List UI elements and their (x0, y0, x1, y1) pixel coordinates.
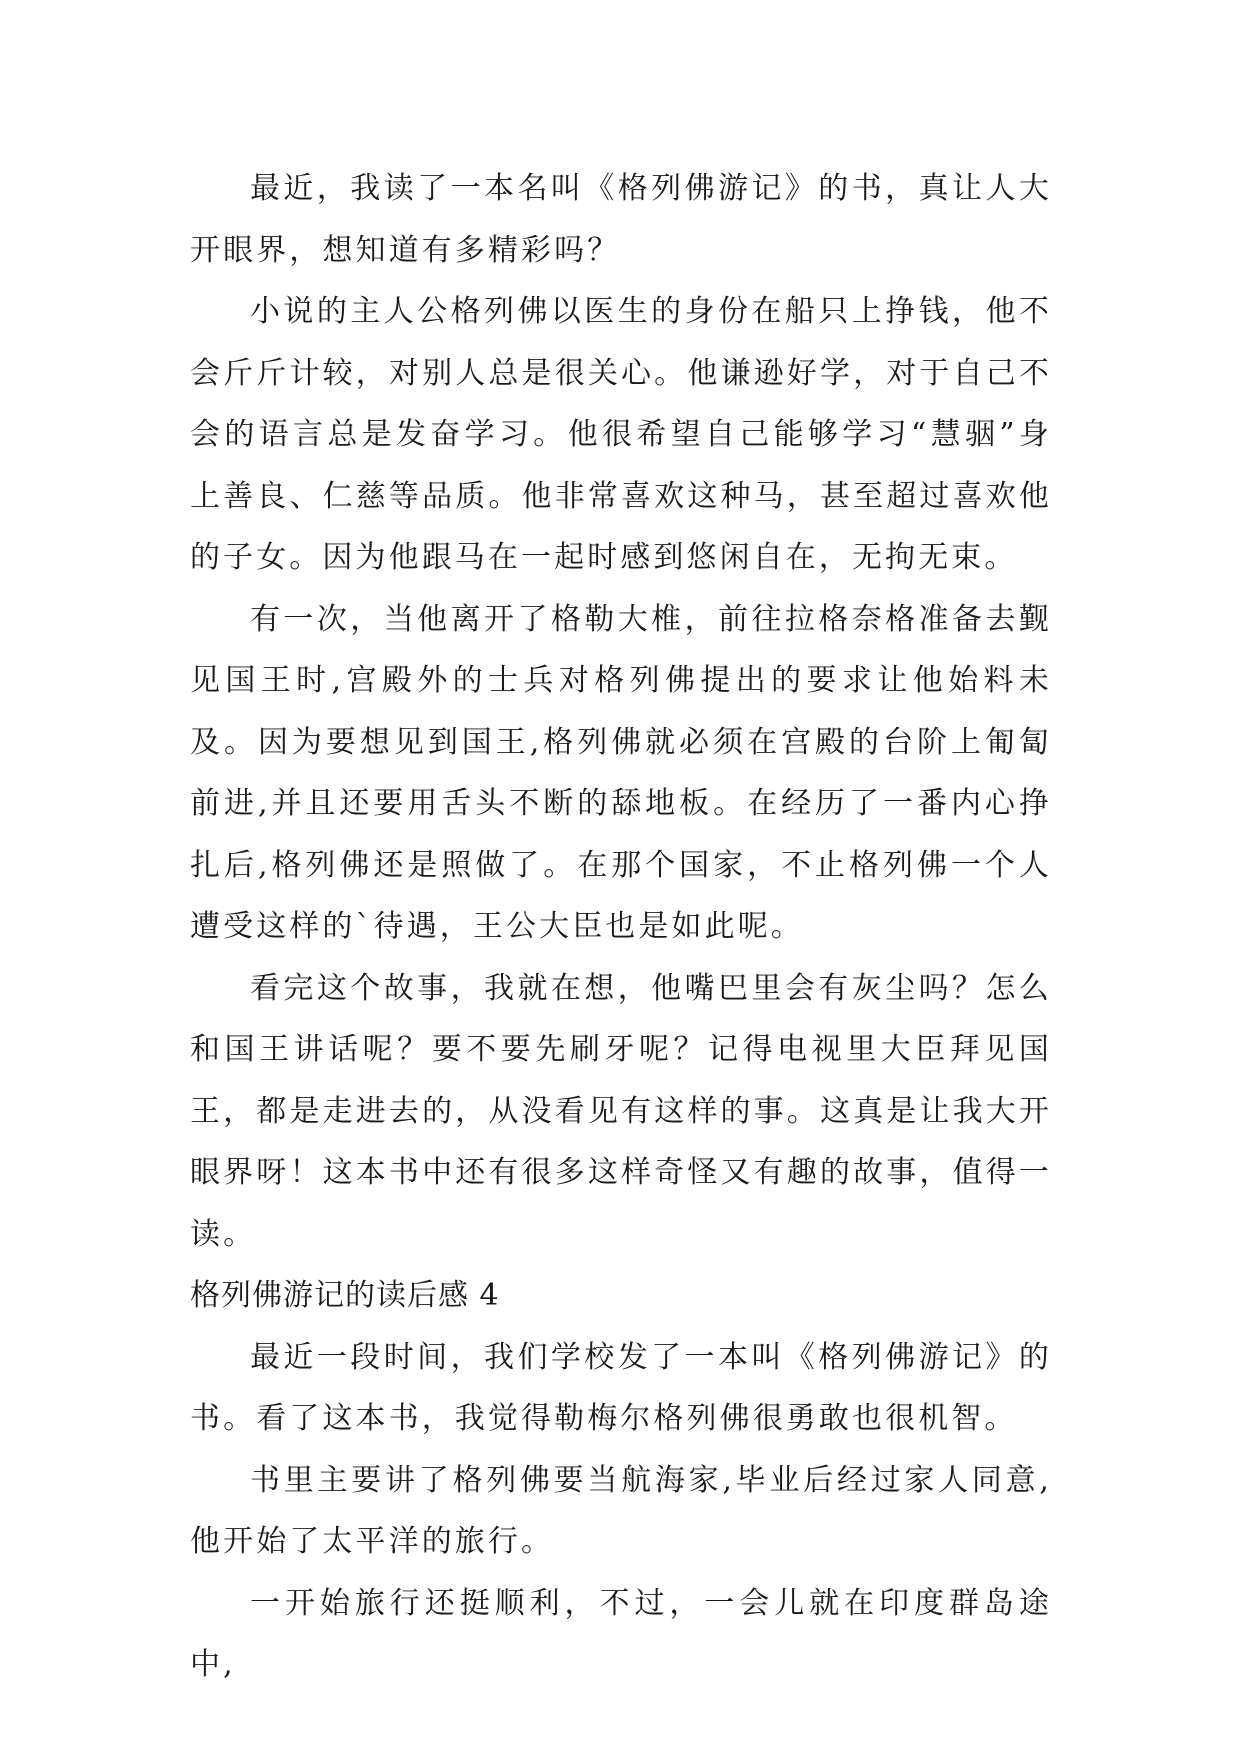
section-heading: 格列佛游记的读后感 4 (190, 1278, 500, 1313)
paragraph: 看完这个故事，我就在想，他嘴巴里会有灰尘吗？怎么和国王讲话呢？要不要先刷牙呢？记得电视里大臣拜见国王，都是走进去的，从没看见有这样的事。这真是让我大开眼界呀！这本书中还有很多这样奇怪又有趣的故事，值得一读。 (190, 970, 1052, 1252)
document-body (190, 158, 1052, 1696)
paragraph: 小说的主人公格列佛以医生的身份在船只上挣钱，他不会斤斤计较，对别人总是很关心。他谦逊好学，对于自己不会的语言总是发奋学习。他很希望自己能够学习“慧骃”身上善良、仁慈等品质。他非常喜欢这种马，甚至超过喜欢他的子女。因为他跟马在一起时感到悠闲自在，无拘无束。 (190, 294, 1052, 575)
paragraph: 书里主要讲了格列佛要当航海家,毕业后经过家人同意,他开始了太平洋的旅行。 (190, 1462, 1052, 1559)
paragraph: 一开始旅行还挺顺利，不过，一会儿就在印度群岛途中, (190, 1585, 1052, 1682)
paragraph: 最近一段时间，我们学校发了一本叫《格列佛游记》的书。看了这本书，我觉得勒梅尔格列佛很勇敢也很机智。 (190, 1339, 1052, 1436)
paragraph: 有一次，当他离开了格勒大椎，前往拉格奈格准备去觐见国王时,宫殿外的士兵对格列佛提出的要求让他始料未及。因为要想见到国王,格列佛就必须在宫殿的台阶上匍匐前进,并且还要用舌头不断的舔地板。在经历了一番内心挣扎后,格列佛还是照做了。在那个国家，不止格列佛一个人遭受这样的`待遇，王公大臣也是如此呢。 (190, 601, 1052, 944)
paragraph: 最近，我读了一本名叫《格列佛游记》的书，真让人大开眼界，想知道有多精彩吗？ (190, 171, 1052, 268)
